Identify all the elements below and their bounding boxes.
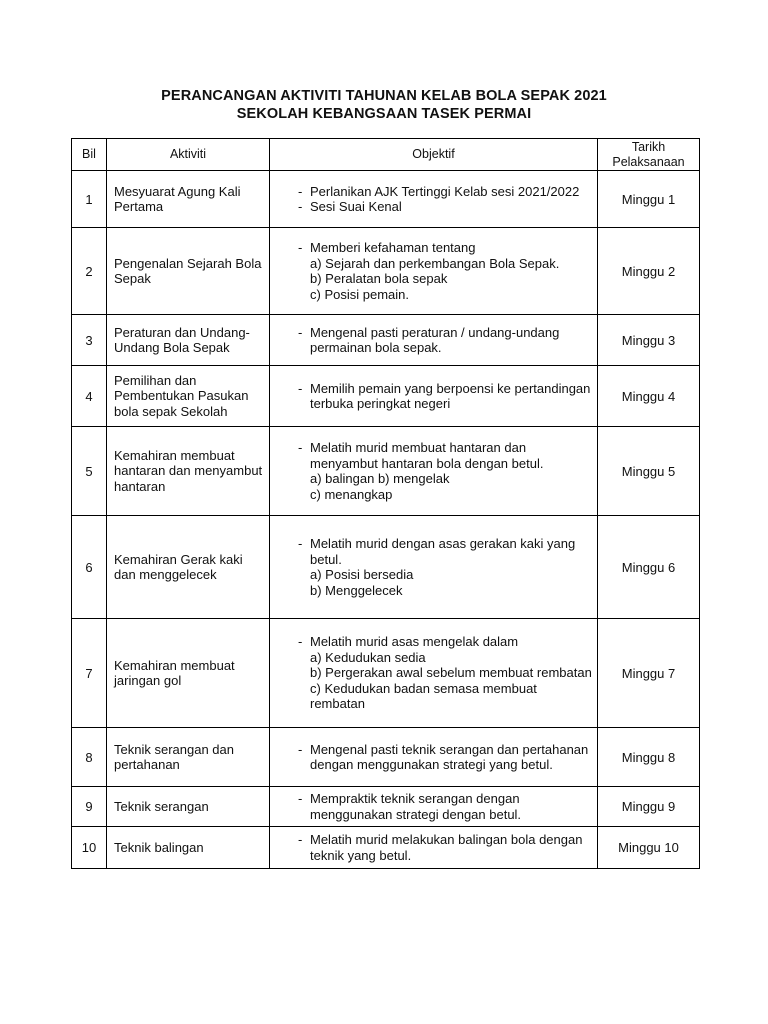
bullet-dash: - (298, 380, 303, 396)
objektif-text: Mengenal pasti peraturan / undang-undang permainan bola sepak. (310, 324, 560, 355)
header-objektif: Objektif (270, 139, 598, 171)
header-tarikh: Tarikh Pelaksanaan (598, 139, 700, 171)
row-aktiviti: Pemilihan dan Pembentukan Pasukan bola sepak Sekolah (107, 366, 270, 427)
table-header-row (72, 139, 700, 171)
table-row (72, 366, 700, 427)
objektif-text: Melatih murid membuat hantaran dan menyambut hantaran bola dengan betul. a) balingan b) mengelak c) menangkap (310, 440, 544, 502)
row-tarikh: Minggu 6 (598, 516, 700, 619)
row-objektif (270, 827, 598, 869)
row-aktiviti: Mesyuarat Agung Kali Pertama (107, 171, 270, 228)
activity-table (71, 138, 700, 869)
row-objektif (270, 787, 598, 827)
objektif-text: Perlanikan AJK Tertinggi Kelab sesi 2021/2022 (310, 183, 580, 199)
objektif-item (270, 184, 593, 200)
row-tarikh: Minggu 9 (598, 787, 700, 827)
table-row (72, 427, 700, 516)
bullet-dash: - (298, 199, 303, 214)
objektif-item (270, 832, 593, 863)
row-tarikh: Minggu 4 (598, 366, 700, 427)
table-row (72, 228, 700, 315)
table-row (72, 827, 700, 869)
row-aktiviti: Teknik balingan (107, 827, 270, 869)
row-objektif (270, 619, 598, 728)
table-row (72, 516, 700, 619)
row-tarikh: Minggu 7 (598, 619, 700, 728)
objektif-text: Melatih murid dengan asas gerakan kaki yang betul. a) Posisi bersedia b) Menggelecek (310, 536, 576, 598)
row-aktiviti: Teknik serangan (107, 787, 270, 827)
objektif-text: Melatih murid asas mengelak dalam a) Kedudukan sedia b) Pergerakan awal sebelum membuat rembatan c) Kedudukan badan semasa membuat rembatan (310, 634, 592, 712)
row-aktiviti: Kemahiran membuat hantaran dan menyambut hantaran (107, 427, 270, 516)
header-aktiviti: Aktiviti (107, 139, 270, 171)
bullet-dash: - (298, 536, 303, 551)
row-bil: 7 (72, 619, 107, 728)
bullet-dash: - (298, 240, 303, 255)
bullet-dash: - (298, 741, 303, 757)
objektif-text: Memberi kefahaman tentang a) Sejarah dan perkembangan Bola Sepak. b) Peralatan bola sepak c) Posisi pemain. (310, 240, 560, 302)
objektif-item (270, 791, 593, 822)
row-bil: 4 (72, 366, 107, 427)
row-tarikh: Minggu 5 (598, 427, 700, 516)
bullet-dash: - (298, 183, 303, 199)
row-bil: 2 (72, 228, 107, 315)
row-objektif (270, 315, 598, 366)
objektif-item (270, 381, 593, 412)
row-bil: 9 (72, 787, 107, 827)
row-objektif (270, 728, 598, 787)
objektif-item (270, 240, 593, 302)
row-aktiviti: Peraturan dan Undang-Undang Bola Sepak (107, 315, 270, 366)
objektif-text: Mengenal pasti teknik serangan dan pertahanan dengan menggunakan strategi yang betul. (310, 741, 589, 772)
row-bil: 8 (72, 728, 107, 787)
table-row (72, 171, 700, 228)
row-objektif (270, 366, 598, 427)
row-bil: 6 (72, 516, 107, 619)
table-row (72, 315, 700, 366)
row-aktiviti: Teknik serangan dan pertahanan (107, 728, 270, 787)
row-objektif (270, 171, 598, 228)
row-tarikh: Minggu 10 (598, 827, 700, 869)
objektif-item (270, 634, 593, 712)
document-subtitle: SEKOLAH KEBANGSAAN TASEK PERMAI (236, 106, 532, 122)
row-objektif (270, 228, 598, 315)
table-row (72, 619, 700, 728)
row-aktiviti: Kemahiran membuat jaringan gol (107, 619, 270, 728)
table-row (72, 787, 700, 827)
objektif-text: Sesi Suai Kenal (310, 199, 402, 214)
row-bil: 5 (72, 427, 107, 516)
document-title: PERANCANGAN AKTIVITI TAHUNAN KELAB BOLA SEPAK 2021 (161, 88, 607, 104)
objektif-text: Mempraktik teknik serangan dengan menggunakan strategi dengan betul. (310, 791, 522, 822)
bullet-dash: - (298, 324, 303, 340)
objektif-item (270, 325, 593, 356)
row-bil: 3 (72, 315, 107, 366)
table-row (72, 728, 700, 787)
bullet-dash: - (298, 791, 303, 806)
objektif-item (270, 199, 593, 215)
bullet-dash: - (298, 634, 303, 650)
bullet-dash: - (298, 440, 303, 455)
row-objektif (270, 516, 598, 619)
row-objektif (270, 427, 598, 516)
row-aktiviti: Pengenalan Sejarah Bola Sepak (107, 228, 270, 315)
row-aktiviti: Kemahiran Gerak kaki dan menggelecek (107, 516, 270, 619)
objektif-text: Memilih pemain yang berpoensi ke pertandingan terbuka peringkat negeri (310, 380, 591, 411)
bullet-dash: - (298, 832, 303, 847)
objektif-text: Melatih murid melakukan balingan bola dengan teknik yang betul. (310, 832, 583, 863)
objektif-item (270, 536, 593, 598)
header-bil: Bil (72, 139, 107, 171)
row-tarikh: Minggu 2 (598, 228, 700, 315)
row-bil: 1 (72, 171, 107, 228)
objektif-item (270, 742, 593, 773)
row-tarikh: Minggu 8 (598, 728, 700, 787)
row-bil: 10 (72, 827, 107, 869)
row-tarikh: Minggu 3 (598, 315, 700, 366)
row-tarikh: Minggu 1 (598, 171, 700, 228)
objektif-item (270, 440, 593, 502)
